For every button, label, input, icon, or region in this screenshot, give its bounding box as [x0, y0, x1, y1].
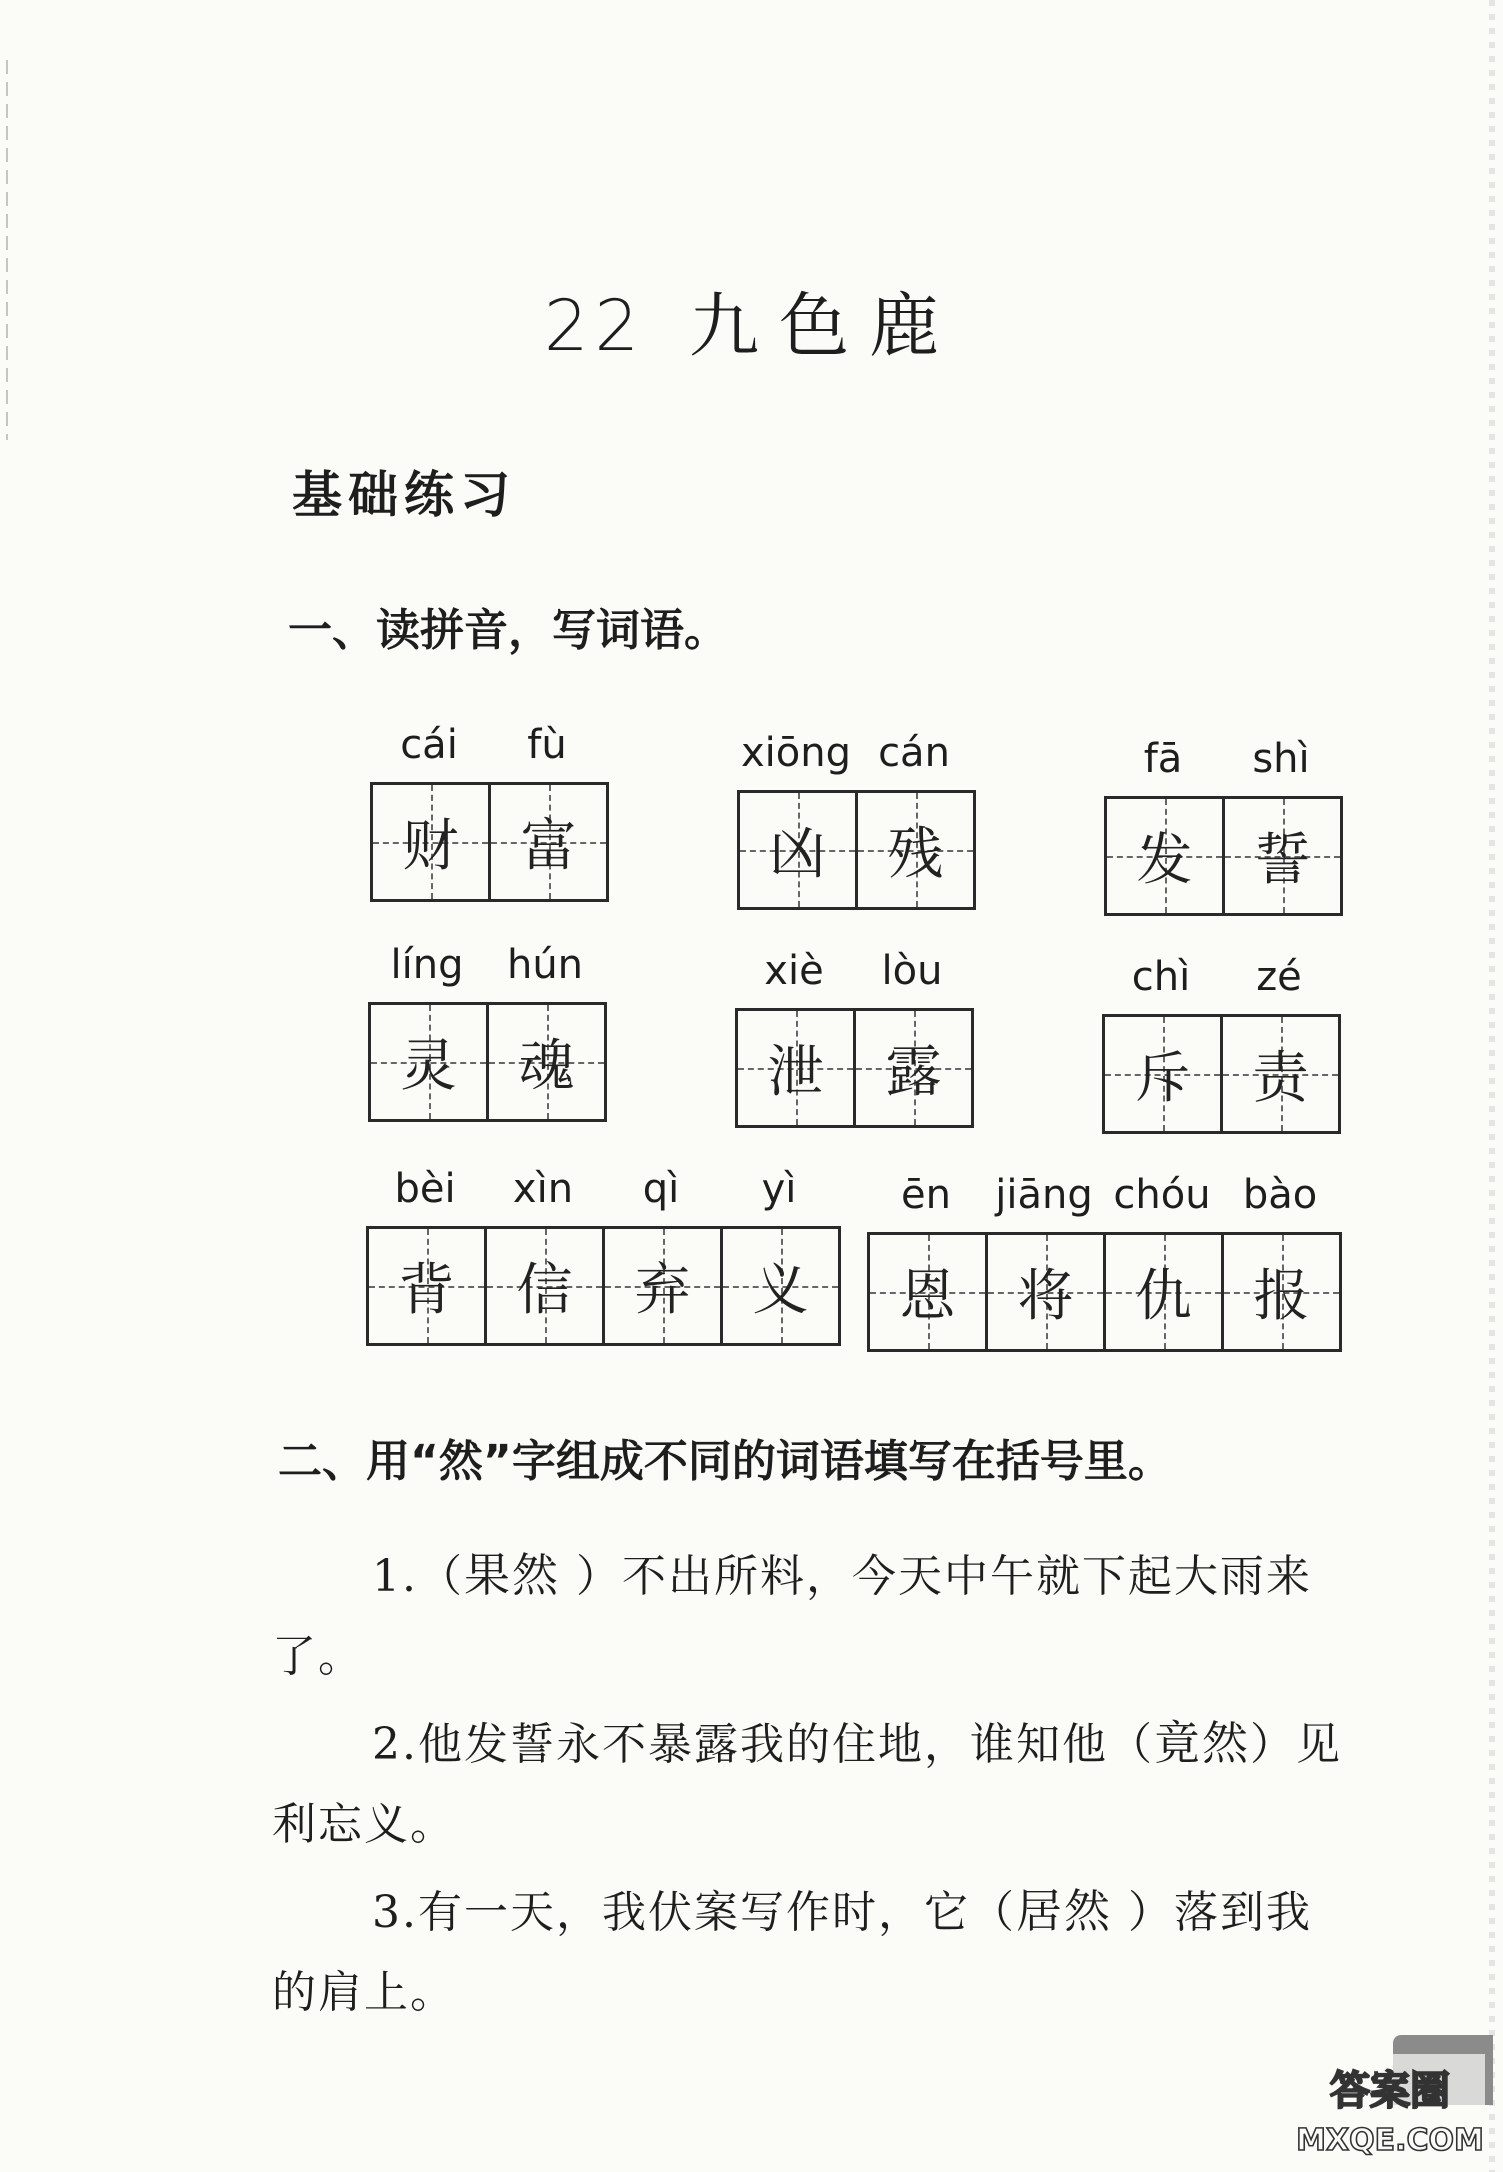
answer-char: 弃 [634, 1258, 691, 1323]
lesson-title [0, 270, 1503, 371]
answer-char: 灵 [400, 1034, 457, 1099]
writing-cell[interactable] [371, 1005, 489, 1119]
writing-cell[interactable] [988, 1235, 1106, 1349]
lesson-name: 九色鹿 [689, 285, 960, 367]
word-group-1 [370, 722, 609, 902]
watermark-line2: MXQE.COM [1296, 2123, 1484, 2158]
sentence-text: ）不出所料，今天中午就下起大雨来了。 [272, 1551, 1312, 1682]
sentence-text: ）落到我的肩上。 [272, 1887, 1312, 2018]
writing-cell[interactable] [856, 1011, 971, 1125]
item-number: 3. [372, 1887, 418, 1938]
answer-char: 恩 [899, 1264, 956, 1329]
question-1-prompt: 一、读拼音，写词语。 [288, 605, 728, 656]
writing-cell[interactable] [1223, 1017, 1338, 1131]
answer-char: 残 [887, 822, 944, 887]
lesson-number: 22 [543, 285, 646, 367]
writing-cell[interactable] [373, 785, 491, 899]
pinyin: cán [878, 730, 950, 776]
writing-cell[interactable] [723, 1229, 838, 1343]
pinyin: cái [400, 722, 458, 768]
answer-char: 富 [520, 814, 577, 879]
sentence-text: ）见利忘义。 [272, 1719, 1342, 1850]
item-number: 1. [372, 1551, 418, 1602]
fill-in-sentences [272, 1535, 1342, 2039]
word-group-7 [366, 1166, 841, 1346]
pinyin: chì [1131, 954, 1191, 1000]
writing-cell[interactable] [1224, 1235, 1339, 1349]
writing-cell[interactable] [369, 1229, 487, 1343]
sentence-text: （ [417, 1551, 464, 1602]
sentence-text: 他发誓永不暴露我的住地，谁知他（ [417, 1719, 1154, 1770]
pinyin: lòu [881, 948, 943, 994]
answer-char: 将 [1017, 1264, 1074, 1329]
writing-cell[interactable] [740, 793, 858, 907]
pinyin: xiè [764, 948, 824, 994]
answer-blank[interactable]: 果然 [463, 1548, 560, 1602]
answer-char: 报 [1253, 1264, 1310, 1329]
answer-char: 背 [398, 1258, 455, 1323]
pinyin: fā [1143, 736, 1183, 782]
pinyin: yì [761, 1166, 797, 1212]
writing-cell[interactable] [738, 1011, 856, 1125]
answer-char: 露 [885, 1040, 942, 1105]
word-group-4 [368, 942, 607, 1122]
writing-cell[interactable] [858, 793, 973, 907]
word-group-6 [1102, 954, 1341, 1134]
answer-char: 斥 [1134, 1046, 1191, 1111]
answer-blank[interactable]: 竟然 [1153, 1716, 1250, 1770]
question-2-prompt: 二、用“然”字组成不同的词语填写在括号里。 [278, 1436, 1172, 1487]
writing-cell[interactable] [1225, 799, 1340, 913]
watermark-line1: 答案圈 [1330, 2068, 1450, 2114]
word-group-5 [735, 948, 974, 1128]
pinyin: ēn [901, 1172, 951, 1218]
answer-char: 仇 [1135, 1264, 1192, 1329]
writing-cell[interactable] [487, 1229, 605, 1343]
writing-cell[interactable] [1107, 799, 1225, 913]
sentence-3 [272, 1871, 1342, 2033]
page-edge-mark [6, 60, 8, 440]
sentence-1 [272, 1535, 1342, 1697]
writing-cell[interactable] [489, 1005, 604, 1119]
pinyin: bèi [394, 1166, 456, 1212]
answer-char: 义 [752, 1258, 809, 1323]
answer-char: 魂 [518, 1034, 575, 1099]
pinyin: fù [527, 722, 567, 768]
answer-char: 泄 [767, 1040, 824, 1105]
pinyin: hún [506, 942, 584, 988]
writing-cell[interactable] [491, 785, 606, 899]
writing-cell[interactable] [605, 1229, 723, 1343]
answer-char: 信 [516, 1258, 573, 1323]
sentence-2 [272, 1703, 1342, 1865]
pinyin: jiāng [995, 1172, 1093, 1218]
writing-cell[interactable] [1106, 1235, 1224, 1349]
answer-char: 誓 [1254, 828, 1311, 893]
answer-char: 财 [402, 814, 459, 879]
pinyin: xiōng [741, 730, 851, 776]
item-number: 2. [372, 1719, 418, 1770]
writing-cell[interactable] [1105, 1017, 1223, 1131]
writing-cell[interactable] [870, 1235, 988, 1349]
pinyin: líng [390, 942, 464, 988]
pinyin: qì [642, 1166, 680, 1212]
pinyin: chóu [1113, 1172, 1211, 1218]
word-group-2 [737, 730, 976, 910]
word-group-3 [1104, 736, 1343, 916]
answer-blank[interactable]: 居然 [1015, 1884, 1112, 1938]
answer-char: 凶 [769, 822, 826, 887]
sentence-text: 有一天，我伏案写作时，它（ [417, 1887, 1016, 1938]
pinyin: zé [1256, 954, 1302, 1000]
answer-char: 发 [1136, 828, 1193, 893]
watermark-logo [1295, 2054, 1485, 2164]
pinyin: shì [1252, 736, 1310, 782]
answer-char: 责 [1252, 1046, 1309, 1111]
pinyin: xìn [512, 1166, 574, 1212]
word-group-8 [867, 1172, 1342, 1352]
section-label: 基础练习 [292, 466, 516, 524]
pinyin: bào [1242, 1172, 1318, 1218]
